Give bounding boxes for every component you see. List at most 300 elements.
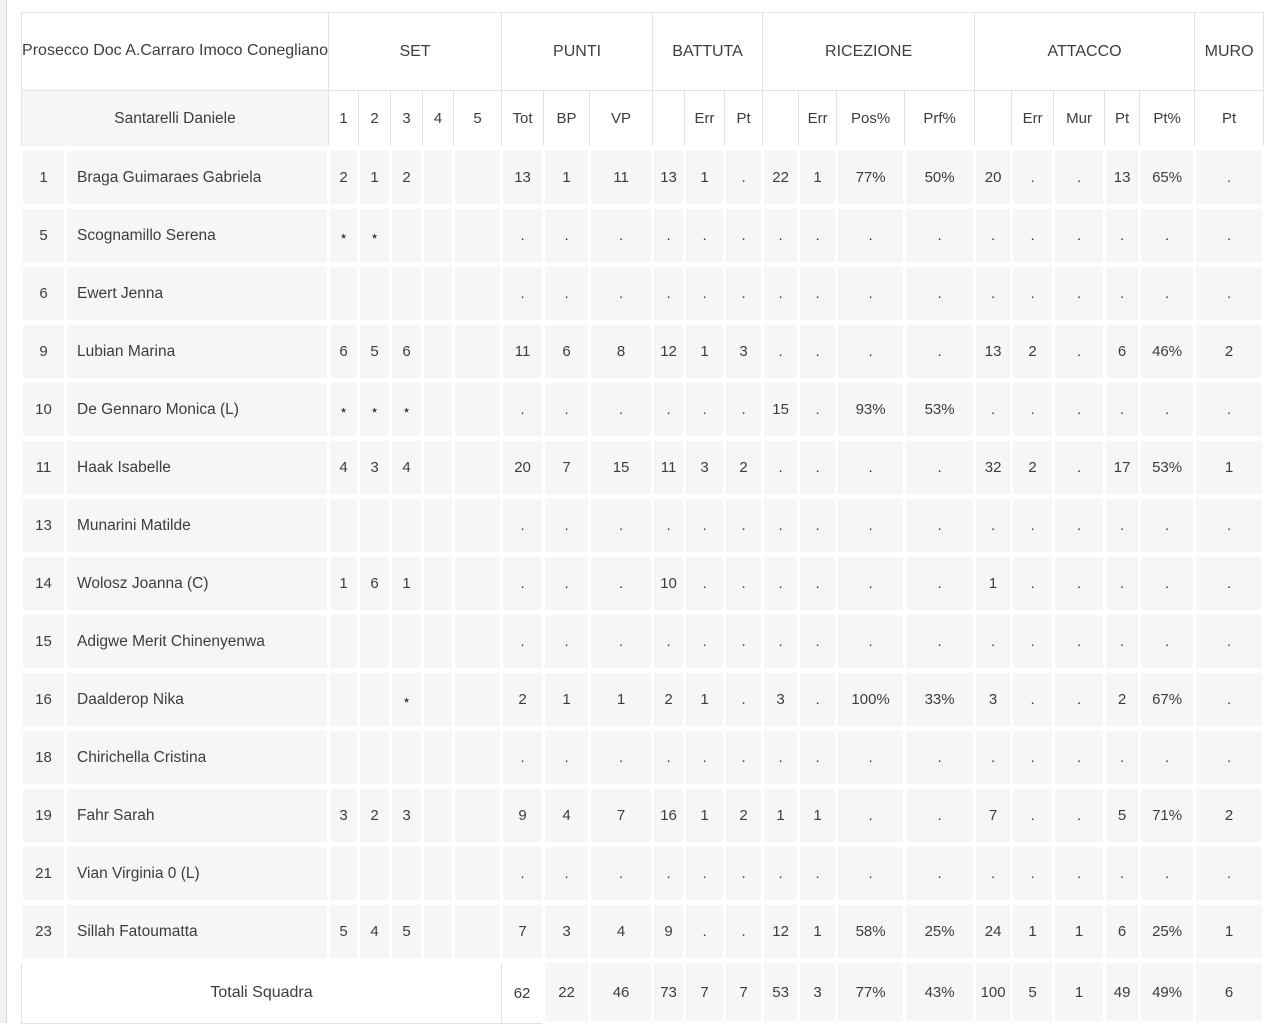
stat-cell: 2 [1012, 439, 1054, 497]
stat-cell: . [685, 555, 725, 613]
column-header: Pt [725, 91, 763, 149]
stat-cell: 6 [329, 323, 359, 381]
player-number: 23 [22, 903, 66, 961]
stat-cell: 13 [1105, 149, 1140, 207]
stat-cell: . [799, 381, 837, 439]
stat-cell: . [1140, 613, 1195, 671]
stat-cell: . [685, 381, 725, 439]
stat-cell: . [1054, 439, 1105, 497]
stat-cell: . [1054, 207, 1105, 265]
total-cell: 77% [837, 961, 905, 1024]
column-header: VP [590, 91, 653, 149]
stat-cell: . [905, 439, 975, 497]
player-number: 18 [22, 729, 66, 787]
stat-cell: 1 [590, 671, 653, 729]
stat-cell: . [763, 439, 799, 497]
player-row [22, 265, 1264, 323]
stat-cell: . [1054, 323, 1105, 381]
stat-cell: 25% [905, 903, 975, 961]
stat-cell: 12 [763, 903, 799, 961]
stat-cell: . [1012, 787, 1054, 845]
stat-cell: . [544, 555, 590, 613]
player-name: Braga Guimaraes Gabriela [66, 149, 329, 207]
player-row [22, 903, 1264, 961]
stat-cell [329, 729, 359, 787]
total-cell: 7 [685, 961, 725, 1024]
stat-cell [423, 729, 454, 787]
stat-cell: . [725, 207, 763, 265]
stat-cell: . [653, 845, 685, 903]
stat-cell: . [1140, 497, 1195, 555]
stat-cell [359, 613, 391, 671]
stat-cell: 13 [502, 149, 544, 207]
stat-cell: . [685, 903, 725, 961]
stat-cell [329, 845, 359, 903]
stat-cell: . [799, 729, 837, 787]
stat-cell: 50% [905, 149, 975, 207]
stat-cell: . [1140, 845, 1195, 903]
stat-cell [423, 787, 454, 845]
stat-cell [359, 265, 391, 323]
stat-cell: . [1195, 613, 1264, 671]
stat-cell: . [725, 729, 763, 787]
stat-cell: 1 [975, 555, 1012, 613]
stat-cell: 2 [1105, 671, 1140, 729]
column-header: 4 [423, 91, 454, 149]
stat-cell: 3 [725, 323, 763, 381]
player-row [22, 729, 1264, 787]
total-cell: 73 [653, 961, 685, 1024]
stat-cell: . [1054, 149, 1105, 207]
player-name: Scognamillo Serena [66, 207, 329, 265]
stat-cell [423, 265, 454, 323]
stat-cell [423, 845, 454, 903]
stat-cell: . [685, 845, 725, 903]
stat-cell: 4 [359, 903, 391, 961]
stat-cell: . [1195, 845, 1264, 903]
stat-cell: 11 [502, 323, 544, 381]
column-header: 1 [329, 91, 359, 149]
stat-cell: . [725, 555, 763, 613]
column-header: Mur [1054, 91, 1105, 149]
total-cell: 46 [590, 961, 653, 1024]
stat-cell: ⋆ [359, 381, 391, 439]
stat-cell: 3 [329, 787, 359, 845]
stat-cell: 33% [905, 671, 975, 729]
stat-cell [423, 613, 454, 671]
stat-cell: . [799, 555, 837, 613]
player-name: Wolosz Joanna (C) [66, 555, 329, 613]
stat-cell [391, 497, 423, 555]
stat-cell: 6 [359, 555, 391, 613]
stat-cell: 10 [653, 555, 685, 613]
stat-cell: 22 [763, 149, 799, 207]
stat-cell [423, 381, 454, 439]
stat-cell: 2 [1195, 787, 1264, 845]
stat-cell: . [1195, 149, 1264, 207]
stat-cell: 4 [329, 439, 359, 497]
stat-cell: . [1054, 787, 1105, 845]
stat-cell: . [837, 729, 905, 787]
stat-cell: 2 [502, 671, 544, 729]
stat-cell: 2 [1195, 323, 1264, 381]
stat-cell: . [653, 381, 685, 439]
total-cell: 53 [763, 961, 799, 1024]
stat-cell: 1 [685, 787, 725, 845]
stat-cell: . [975, 207, 1012, 265]
stat-cell: 1 [1054, 903, 1105, 961]
stat-cell: . [1012, 207, 1054, 265]
stat-cell: 1 [544, 149, 590, 207]
stat-cell: 9 [653, 903, 685, 961]
stat-cell: . [975, 845, 1012, 903]
player-row [22, 323, 1264, 381]
stat-cell: ⋆ [391, 381, 423, 439]
total-cell: 22 [544, 961, 590, 1024]
page-left-edge [0, 0, 7, 1023]
player-row [22, 787, 1264, 845]
column-header: 3 [391, 91, 423, 149]
stat-cell: 1 [799, 149, 837, 207]
column-group-attacco: ATTACCO [975, 13, 1195, 91]
player-name: Vian Virginia 0 (L) [66, 845, 329, 903]
stat-cell: . [502, 381, 544, 439]
player-name: Munarini Matilde [66, 497, 329, 555]
stat-cell: 11 [590, 149, 653, 207]
column-header: Err [1012, 91, 1054, 149]
column-header: 2 [359, 91, 391, 149]
stat-cell: . [590, 729, 653, 787]
stat-cell: . [725, 671, 763, 729]
stat-cell: 1 [685, 323, 725, 381]
player-row [22, 381, 1264, 439]
stat-cell: . [975, 265, 1012, 323]
stat-cell: . [502, 555, 544, 613]
player-row [22, 613, 1264, 671]
column-header [975, 91, 1012, 149]
totals-row [22, 961, 1264, 1024]
stat-cell: 6 [391, 323, 423, 381]
stat-cell: 53% [905, 381, 975, 439]
stat-cell: 67% [1140, 671, 1195, 729]
stat-cell: 3 [763, 671, 799, 729]
player-number: 5 [22, 207, 66, 265]
stat-cell: 4 [544, 787, 590, 845]
column-header: Prf% [905, 91, 975, 149]
stat-cell: . [1054, 555, 1105, 613]
stat-cell [454, 149, 502, 207]
column-group-set: SET [329, 13, 502, 91]
stat-cell: . [725, 845, 763, 903]
stat-cell: . [502, 265, 544, 323]
player-name: Lubian Marina [66, 323, 329, 381]
stat-cell: . [799, 265, 837, 323]
stat-cell [391, 729, 423, 787]
stat-cell: . [837, 265, 905, 323]
stat-cell: 6 [1105, 323, 1140, 381]
stat-cell: . [1105, 381, 1140, 439]
stat-cell: 7 [975, 787, 1012, 845]
stat-cell: 15 [590, 439, 653, 497]
player-row [22, 149, 1264, 207]
stat-cell: . [653, 613, 685, 671]
stat-cell [454, 207, 502, 265]
stat-cell: . [590, 497, 653, 555]
player-name: Adigwe Merit Chinenyenwa [66, 613, 329, 671]
stat-cell: . [799, 613, 837, 671]
stat-cell: . [837, 439, 905, 497]
stat-cell: . [837, 845, 905, 903]
stat-cell: 58% [837, 903, 905, 961]
stat-cell: . [763, 845, 799, 903]
stat-cell: 3 [544, 903, 590, 961]
stat-cell [454, 381, 502, 439]
stat-cell: 3 [359, 439, 391, 497]
stat-cell [359, 729, 391, 787]
player-name: Daalderop Nika [66, 671, 329, 729]
stat-cell: . [590, 845, 653, 903]
stat-cell: . [837, 497, 905, 555]
stat-cell: . [1195, 729, 1264, 787]
stat-cell: 1 [685, 671, 725, 729]
stat-cell: . [544, 381, 590, 439]
stat-cell: ⋆ [329, 381, 359, 439]
total-cell: 7 [725, 961, 763, 1024]
player-number: 14 [22, 555, 66, 613]
stat-cell: 53% [1140, 439, 1195, 497]
stat-cell: 4 [590, 903, 653, 961]
stat-cell [454, 671, 502, 729]
players-body [22, 149, 1264, 961]
stat-cell [423, 207, 454, 265]
stat-cell: . [763, 729, 799, 787]
column-group-punti: PUNTI [502, 13, 653, 91]
stat-cell: . [1105, 729, 1140, 787]
stat-cell: . [502, 613, 544, 671]
stat-cell: . [590, 555, 653, 613]
stat-cell: ⋆ [359, 207, 391, 265]
stat-cell [329, 671, 359, 729]
stat-cell [454, 613, 502, 671]
stat-cell: 3 [975, 671, 1012, 729]
column-header: Err [799, 91, 837, 149]
stat-cell: 2 [1012, 323, 1054, 381]
stat-cell: . [905, 787, 975, 845]
stat-cell: . [1195, 497, 1264, 555]
volleyball-stats-table [20, 12, 1265, 1026]
stat-cell: . [725, 613, 763, 671]
stat-cell: . [905, 323, 975, 381]
column-header: Pt [1195, 91, 1264, 149]
stat-cell: . [1140, 265, 1195, 323]
stat-cell: . [1105, 845, 1140, 903]
stat-cell [391, 845, 423, 903]
stat-cell: 24 [975, 903, 1012, 961]
player-row [22, 845, 1264, 903]
stat-cell [359, 497, 391, 555]
stat-cell: 7 [590, 787, 653, 845]
stat-cell [391, 207, 423, 265]
stat-cell: . [1195, 555, 1264, 613]
stat-cell: 71% [1140, 787, 1195, 845]
stat-cell [329, 265, 359, 323]
stat-cell: . [544, 207, 590, 265]
column-group-ricezione: RICEZIONE [763, 13, 975, 91]
stat-cell: . [975, 497, 1012, 555]
stat-cell [423, 903, 454, 961]
stat-cell: . [975, 613, 1012, 671]
column-header [763, 91, 799, 149]
stat-cell: . [1012, 845, 1054, 903]
stat-cell: . [653, 729, 685, 787]
player-number: 21 [22, 845, 66, 903]
stat-cell: 5 [391, 903, 423, 961]
coach-name: Santarelli Daniele [22, 91, 329, 149]
stat-cell: 93% [837, 381, 905, 439]
stat-cell: 46% [1140, 323, 1195, 381]
stat-cell: . [905, 613, 975, 671]
stat-cell: . [1012, 555, 1054, 613]
team-name: Prosecco Doc A.Carraro Imoco Conegliano [22, 13, 329, 91]
player-name: Chirichella Cristina [66, 729, 329, 787]
stat-cell: . [1140, 555, 1195, 613]
player-row [22, 207, 1264, 265]
player-number: 9 [22, 323, 66, 381]
stat-cell: . [837, 207, 905, 265]
stat-cell: . [763, 207, 799, 265]
stat-cell [329, 497, 359, 555]
player-row [22, 555, 1264, 613]
player-name: Haak Isabelle [66, 439, 329, 497]
total-cell: 3 [799, 961, 837, 1024]
total-cell: 43% [905, 961, 975, 1024]
column-header: Pt [1105, 91, 1140, 149]
stat-cell: 65% [1140, 149, 1195, 207]
stat-cell: 11 [653, 439, 685, 497]
column-header: 5 [454, 91, 502, 149]
player-number: 13 [22, 497, 66, 555]
stat-cell: 2 [725, 439, 763, 497]
stat-cell: 1 [1195, 903, 1264, 961]
stat-cell: 6 [1105, 903, 1140, 961]
column-group-battuta: BATTUTA [653, 13, 763, 91]
player-name: Fahr Sarah [66, 787, 329, 845]
stat-cell: . [1012, 149, 1054, 207]
stat-cell: 3 [685, 439, 725, 497]
stat-cell [391, 265, 423, 323]
total-cell: 62 [502, 961, 544, 1024]
stat-cell: 15 [763, 381, 799, 439]
stat-cell: . [685, 613, 725, 671]
stat-cell: . [799, 207, 837, 265]
column-group-muro: MURO [1195, 13, 1264, 91]
player-row [22, 439, 1264, 497]
stat-cell: . [763, 613, 799, 671]
stat-cell: ⋆ [391, 671, 423, 729]
stat-cell: . [1140, 729, 1195, 787]
stat-cell: . [685, 265, 725, 323]
stat-cell: 9 [502, 787, 544, 845]
stat-cell: . [837, 787, 905, 845]
stat-cell [454, 265, 502, 323]
stat-cell [454, 439, 502, 497]
stat-cell: 8 [590, 323, 653, 381]
stat-cell: . [725, 381, 763, 439]
stat-cell: . [837, 323, 905, 381]
stat-cell: 7 [544, 439, 590, 497]
stat-cell: . [763, 497, 799, 555]
stat-cell [454, 555, 502, 613]
player-name: Sillah Fatoumatta [66, 903, 329, 961]
stat-cell: 1 [544, 671, 590, 729]
stat-cell: . [1012, 381, 1054, 439]
stat-cell: . [1054, 671, 1105, 729]
stat-cell: . [653, 265, 685, 323]
stat-cell [423, 671, 454, 729]
stat-cell: . [1012, 613, 1054, 671]
column-header: BP [544, 91, 590, 149]
stat-cell: . [799, 439, 837, 497]
stat-cell: 25% [1140, 903, 1195, 961]
column-header: Pos% [837, 91, 905, 149]
player-number: 16 [22, 671, 66, 729]
stat-cell: . [1195, 381, 1264, 439]
player-row [22, 671, 1264, 729]
stat-cell: . [1054, 845, 1105, 903]
stat-cell [423, 497, 454, 555]
stat-cell: 1 [1012, 903, 1054, 961]
stat-cell: . [975, 729, 1012, 787]
column-header: Tot [502, 91, 544, 149]
total-cell: 1 [1054, 961, 1105, 1024]
stat-cell: . [1012, 729, 1054, 787]
stat-cell: . [590, 613, 653, 671]
stat-cell: . [1012, 671, 1054, 729]
stat-cell: 1 [685, 149, 725, 207]
stat-cell [359, 845, 391, 903]
stat-cell: 20 [975, 149, 1012, 207]
stat-cell: 5 [329, 903, 359, 961]
stat-cell: 2 [391, 149, 423, 207]
stat-cell: . [1105, 497, 1140, 555]
stat-cell: . [975, 381, 1012, 439]
stat-cell: . [685, 729, 725, 787]
stat-cell: 16 [653, 787, 685, 845]
stat-cell: . [544, 729, 590, 787]
stat-cell [423, 149, 454, 207]
stat-cell: . [590, 381, 653, 439]
stat-cell: . [1195, 671, 1264, 729]
column-header: Pt% [1140, 91, 1195, 149]
stat-cell: 1 [799, 903, 837, 961]
stat-cell [391, 613, 423, 671]
stat-cell: . [725, 149, 763, 207]
player-name: Ewert Jenna [66, 265, 329, 323]
total-cell: 100 [975, 961, 1012, 1024]
stat-cell: . [544, 265, 590, 323]
stat-cell: . [590, 265, 653, 323]
stat-cell: 32 [975, 439, 1012, 497]
stat-cell: . [725, 265, 763, 323]
stat-cell: . [1195, 207, 1264, 265]
stat-cell: . [1054, 265, 1105, 323]
sub-header-row [22, 91, 1264, 149]
stat-cell: . [1012, 265, 1054, 323]
stat-cell [454, 787, 502, 845]
stat-cell: . [502, 729, 544, 787]
stat-cell: . [653, 207, 685, 265]
total-cell: 5 [1012, 961, 1054, 1024]
